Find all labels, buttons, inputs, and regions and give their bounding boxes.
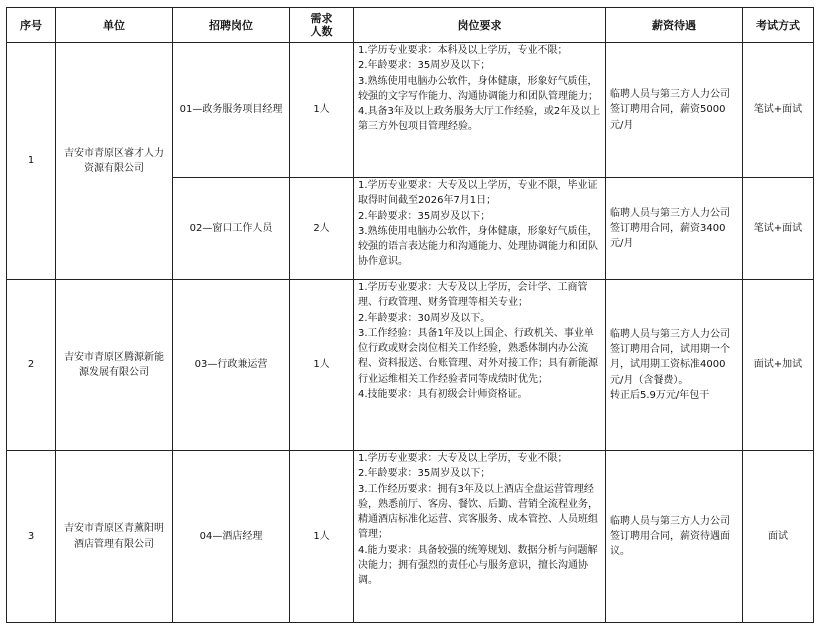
position-requirements [354, 178, 606, 280]
exam-method: 面试 [743, 451, 814, 623]
requirement-item: 3.熟练使用电脑办公软件，身体健康，形象好气质佳，较强的文字写作能力、沟通协调能力和团队管理能力； [358, 75, 598, 102]
exam-method: 笔试+面试 [743, 178, 814, 280]
header-count [290, 8, 354, 43]
salary-text: 转正后5.9万元/年包干 [610, 389, 710, 401]
requirement-item: 2.年龄要求：35周岁及以下； [358, 210, 491, 222]
row-index: 2 [7, 280, 56, 451]
table-row [7, 451, 814, 623]
unit-name: 吉安市青原区腾源新能源发展有限公司 [56, 280, 173, 451]
salary-text: 临聘人员与第三方人力公司签订聘用合同，薪资5000元/月 [610, 89, 730, 131]
position-count: 1人 [290, 280, 354, 451]
position-requirements [354, 280, 606, 451]
position-salary [606, 280, 743, 451]
header-position: 招聘岗位 [173, 8, 290, 43]
position-title: 03—行政兼运营 [173, 280, 290, 451]
header-row [7, 8, 814, 43]
requirement-item: 3.工作经验：具备1年及以上国企、行政机关、事业单位行政或财会岗位相关工作经验，熟悉体制内办公流程、资料报送、台账管理、对外对接工作；具有新能源行业运维相关工作经验者同等成绩时优先； [358, 327, 598, 385]
requirement-item: 3.熟练使用电脑办公软件，身体健康，形象好气质佳，较强的语言表达能力和沟通能力、处理协调能力和团队协作意识。 [358, 225, 598, 268]
position-count: 1人 [290, 43, 354, 178]
position-requirements [354, 451, 606, 623]
unit-name: 吉安市青原区睿才人力资源有限公司 [56, 43, 173, 280]
requirement-item: 1.学历专业要求：大专及以上学历，会计学、工商管理、行政管理、财务管理等相关专业； [358, 282, 588, 309]
row-index: 3 [7, 451, 56, 623]
header-count-line1: 需求 [310, 12, 333, 25]
position-salary [606, 43, 743, 178]
header-requirements: 岗位要求 [354, 8, 606, 43]
requirement-item: 2.年龄要求：35周岁及以下； [358, 468, 491, 480]
requirement-item: 1.学历专业要求：本科及以上学历，专业不限； [358, 45, 568, 56]
requirement-item: 3.工作经历要求：拥有3年及以上酒店全盘运营管理经验，熟悉前厅、客房、餐饮、后勤、营销全流程业务，精通酒店标准化运营、宾客服务、成本管控、人员班组管理； [358, 483, 598, 541]
requirement-item: 1.学历专业要求：大专及以上学历，专业不限，毕业证取得时间截至2026年7月1日； [358, 180, 598, 207]
requirement-item: 1.学历专业要求：大专及以上学历，专业不限； [358, 453, 568, 464]
header-count-line2: 人数 [310, 25, 333, 38]
table-row [7, 43, 814, 178]
position-requirements [354, 43, 606, 178]
requirement-item: 4.能力要求：具备较强的统筹规划、数据分析与问题解决能力；拥有强烈的责任心与服务意识，擅长沟通协调。 [358, 544, 598, 587]
requirement-item: 4.技能要求：具有初级会计师资格证。 [358, 389, 528, 401]
position-title: 04—酒店经理 [173, 451, 290, 623]
salary-text: 临聘人员与第三方人力公司签订聘用合同，试用期一个月，试用期工资标准4000元/月（含餐费）。 [610, 328, 730, 386]
position-title: 01—政务服务项目经理 [173, 43, 290, 178]
exam-method: 面试+加试 [743, 280, 814, 451]
position-count: 1人 [290, 451, 354, 623]
header-index: 序号 [7, 8, 56, 43]
requirement-item: 2.年龄要求：35周岁及以下； [358, 60, 491, 72]
position-title: 02—窗口工作人员 [173, 178, 290, 280]
header-unit: 单位 [56, 8, 173, 43]
header-exam: 考试方式 [743, 8, 814, 43]
row-index: 1 [7, 43, 56, 280]
requirement-item: 2.年龄要求：30周岁及以下。 [358, 312, 491, 324]
requirement-item: 4.具备3年及以上政务服务大厅工作经验，或2年及以上第三方外包项目管理经验。 [358, 106, 601, 133]
exam-method: 笔试+面试 [743, 43, 814, 178]
table-row [7, 280, 814, 451]
header-salary: 薪资待遇 [606, 8, 743, 43]
position-count: 2人 [290, 178, 354, 280]
position-salary [606, 451, 743, 623]
salary-text: 临聘人员与第三方人力公司签订聘用合同，薪资待遇面议。 [610, 515, 730, 558]
unit-name: 吉安市青原区青薰阳明酒店管理有限公司 [56, 451, 173, 623]
recruitment-table [6, 7, 814, 623]
position-salary [606, 178, 743, 280]
salary-text: 临聘人员与第三方人力公司签订聘用合同，薪资3400元/月 [610, 207, 730, 250]
